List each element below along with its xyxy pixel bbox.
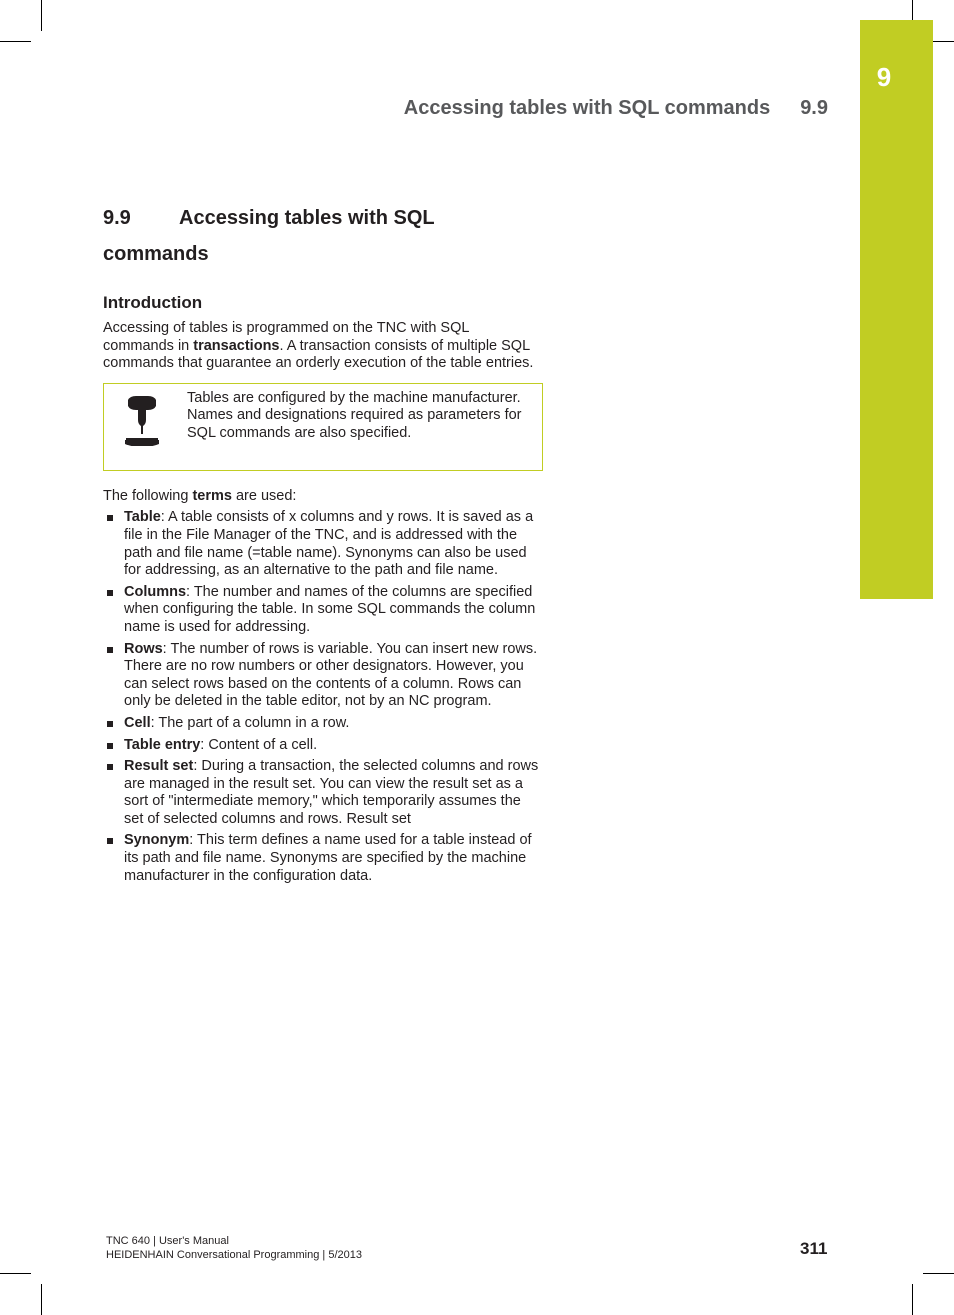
- term-definition: : During a transaction, the selected columns and rows are managed in the result set. You can view the result set as a sort of "intermediate memory," which temporarily assumes the set of selected columns and rows. Result set: [124, 758, 539, 827]
- term-name: Synonym: [124, 832, 190, 849]
- terms-intro-end: are used:: [231, 487, 297, 504]
- machine-manufacturer-icon: [122, 394, 162, 446]
- intro-text: Accessing of tables is programmed on the TNC with SQL commands in: [103, 320, 469, 354]
- term-definition: : A table consists of x columns and y rows. It is saved as a file in the File Manager of the TNC, and is addressed with the path and file name (=table name). Synonyms can also be used for addressing, as an alternative to the path and file name.: [124, 509, 534, 579]
- term-definition: : The number of rows is variable. You can insert new rows. There are no row numbers or other designators. However, you can select rows based on the contents of a column. Rows can only be deleted in the table editor, not by an NC program.: [124, 640, 538, 710]
- term-name: Rows: [124, 640, 163, 657]
- manufacturer-note: [103, 383, 543, 471]
- intro-text-end: . A transaction consists of multiple SQL commands that guarantee an orderly execution of the table entries.: [103, 337, 534, 372]
- list-item: [103, 641, 543, 711]
- list-item: [103, 737, 543, 755]
- terms-list: [103, 509, 543, 885]
- section-title: Accessing tables with SQL commands: [103, 207, 435, 265]
- crop-mark: [41, 0, 42, 31]
- running-head-number: 9.9: [800, 97, 828, 119]
- page-content: [103, 200, 543, 889]
- list-item: [103, 832, 543, 885]
- list-item: [103, 509, 543, 579]
- page-number: 311: [800, 1239, 828, 1258]
- section-number: 9.9: [103, 207, 131, 229]
- term-name: Table: [124, 509, 161, 526]
- list-item: [103, 715, 543, 733]
- crop-mark: [41, 1284, 42, 1315]
- page-footer: [106, 1234, 362, 1262]
- term-definition: : This term defines a name used for a table instead of its path and file name. Synonyms are specified by the machine manufacturer in the configuration data.: [124, 832, 532, 884]
- running-head: [404, 97, 828, 120]
- list-item: [103, 584, 543, 637]
- term-name: Table entry: [124, 736, 201, 753]
- term-definition: : Content of a cell.: [200, 736, 318, 753]
- terms-intro-text: The following: [103, 487, 193, 504]
- term-definition: : The number and names of the columns are specified when configuring the table. In some SQL commands the column name is used for addressing.: [124, 583, 536, 635]
- footer-line-1: TNC 640 | User's Manual: [106, 1235, 229, 1247]
- term-name: Cell: [124, 714, 151, 731]
- terms-intro-bold: terms: [192, 487, 232, 504]
- intro-paragraph: [103, 320, 543, 373]
- crop-mark: [923, 1273, 954, 1274]
- crop-mark: [912, 1284, 913, 1315]
- footer-line-2: HEIDENHAIN Conversational Programming | 5/2013: [106, 1249, 362, 1261]
- subsection-heading: Introduction: [103, 293, 203, 312]
- intro-bold-term: transactions: [193, 337, 280, 354]
- term-name: Columns: [124, 583, 187, 600]
- crop-mark: [0, 1273, 31, 1274]
- chapter-tab-number: 9: [876, 62, 892, 92]
- section-heading: [103, 200, 543, 272]
- list-item: [103, 758, 543, 828]
- note-text: Tables are configured by the machine manufacturer. Names and designations required as parameters for SQL commands are also specified.: [187, 389, 522, 441]
- crop-mark: [0, 41, 31, 42]
- running-head-title: Accessing tables with SQL commands: [403, 97, 771, 119]
- term-definition: : The part of a column in a row.: [150, 714, 350, 731]
- chapter-tab: [860, 20, 933, 599]
- term-name: Result set: [124, 758, 194, 775]
- terms-intro: [103, 488, 543, 506]
